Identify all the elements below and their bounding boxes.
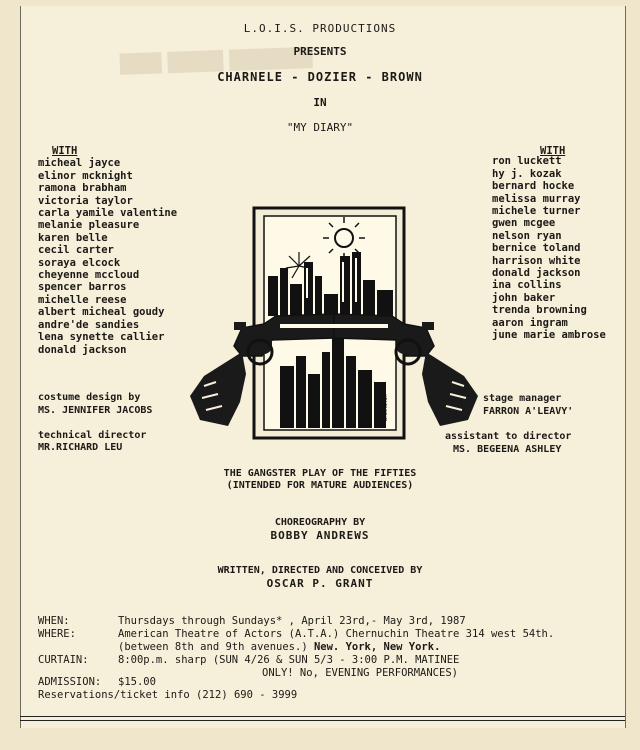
choreo-label: CHOREOGRAPHY BY xyxy=(274,517,366,528)
bleed-through: ███ ████ ██████ xyxy=(119,47,313,76)
where-value-2 xyxy=(118,641,440,654)
cast-right-name: bernice toland xyxy=(492,242,581,255)
cast-left xyxy=(38,145,177,356)
diary-guns-illustration xyxy=(184,206,484,451)
bottom-rule xyxy=(20,716,625,717)
in-label: IN xyxy=(313,96,327,109)
cast-right-name: melissa murray xyxy=(492,192,581,205)
cast-right-name: aaron ingram xyxy=(492,316,568,329)
cast-left-name: ramona brabham xyxy=(38,182,127,195)
when-label: WHEN: xyxy=(38,615,70,627)
cast-left-name: cheyenne mccloud xyxy=(38,269,140,282)
choreo-name: BOBBY ANDREWS xyxy=(270,529,370,542)
curtain-label: CURTAIN: xyxy=(38,654,89,666)
presents-label: PRESENTS xyxy=(293,45,347,58)
cast-left-name: karen belle xyxy=(38,231,108,244)
stage-name: FARRON A'LEAVY' xyxy=(483,406,574,417)
where-label: WHERE: xyxy=(38,628,76,640)
cast-left-name: melanie pleasure xyxy=(38,219,140,232)
cast-left-name: donald jackson xyxy=(38,343,127,356)
cast-right-name: michele turner xyxy=(492,205,581,218)
admission-label: ADMISSION: xyxy=(38,676,102,688)
cast-right-name: june marie ambrose xyxy=(492,329,606,342)
stage-label: stage manager xyxy=(483,393,562,404)
cast-left-name: micheal jayce xyxy=(38,157,121,170)
cast-right-name: ina collins xyxy=(492,279,562,292)
costume-label: costume design by xyxy=(38,392,141,403)
cast-left-name: carla yamile valentine xyxy=(38,207,178,220)
where-value-2b: New. York, New York. xyxy=(313,641,441,653)
artist-signature: Brosnahan xyxy=(383,394,389,421)
cast-right-name: bernard hocke xyxy=(492,180,575,193)
cast-left-name: michelle reese xyxy=(38,293,127,306)
cast-left-name: elinor mcknight xyxy=(38,169,133,182)
cast-left-name: lena synette callier xyxy=(38,331,165,344)
assistant-label: assistant to director xyxy=(445,431,572,442)
cast-right-name: hy j. kozak xyxy=(492,167,562,180)
curtain-value-1: 8:00p.m. sharp (SUN 4/26 & SUN 5/3 - 3:00 P.M. MATINEE xyxy=(118,654,460,666)
where-value-1: American Theatre of Actors (A.T.A.) Chernuchin Theatre 314 west 54th. xyxy=(118,628,555,640)
cast-right-name: gwen mcgee xyxy=(492,217,556,230)
curtain-value-2: ONLY! No, EVENING PERFORMANCES) xyxy=(262,667,458,679)
technical-name: MR.RICHARD LEU xyxy=(38,442,123,453)
tagline-2: (INTENDED FOR MATURE AUDIENCES) xyxy=(226,480,414,491)
cast-left-name: andre'de sandies xyxy=(38,318,140,331)
cast-right-heading: WITH xyxy=(540,145,566,157)
cast-left-name: spencer barros xyxy=(38,281,127,294)
cast-right xyxy=(492,145,606,342)
technical-label: technical director xyxy=(38,430,147,441)
cast-right-name: nelson ryan xyxy=(492,229,562,242)
where-value-2a: (between 8th and 9th avenues.) xyxy=(118,641,314,653)
cast-right-name: donald jackson xyxy=(492,267,581,280)
cast-left-heading: WITH xyxy=(52,145,78,157)
cast-right-name: john baker xyxy=(492,291,556,304)
costume-name: MS. JENNIFER JACOBS xyxy=(38,405,153,416)
reservations-info: Reservations/ticket info (212) 690 - 3999 xyxy=(38,689,298,701)
cast-left-name: victoria taylor xyxy=(38,194,133,207)
written-name: OSCAR P. GRANT xyxy=(266,577,374,590)
cast-left-name: soraya elcock xyxy=(38,256,121,269)
cast-left-name: cecil carter xyxy=(38,244,114,257)
cast-left-name: albert micheal goudy xyxy=(38,306,165,319)
play-title: "MY DIARY" xyxy=(286,121,354,134)
cast-right-name: trenda browning xyxy=(492,304,587,317)
cast-right-name: harrison white xyxy=(492,254,581,267)
when-value: Thursdays through Sundays* , April 23rd,- May 3rd, 1987 xyxy=(118,615,466,627)
written-label: WRITTEN, DIRECTED AND CONCEIVED BY xyxy=(217,565,423,576)
admission-value: $15.00 xyxy=(118,676,156,688)
assistant-name: MS. BEGEENA ASHLEY xyxy=(453,444,562,455)
producer: L.O.I.S. PRODUCTIONS xyxy=(243,22,397,35)
bottom-rule-2 xyxy=(20,720,625,721)
tagline-1: THE GANGSTER PLAY OF THE FIFTIES xyxy=(223,468,417,479)
cast-right-name: ron luckett xyxy=(492,155,562,168)
author: CHARNELE - DOZIER - BROWN xyxy=(217,70,423,84)
